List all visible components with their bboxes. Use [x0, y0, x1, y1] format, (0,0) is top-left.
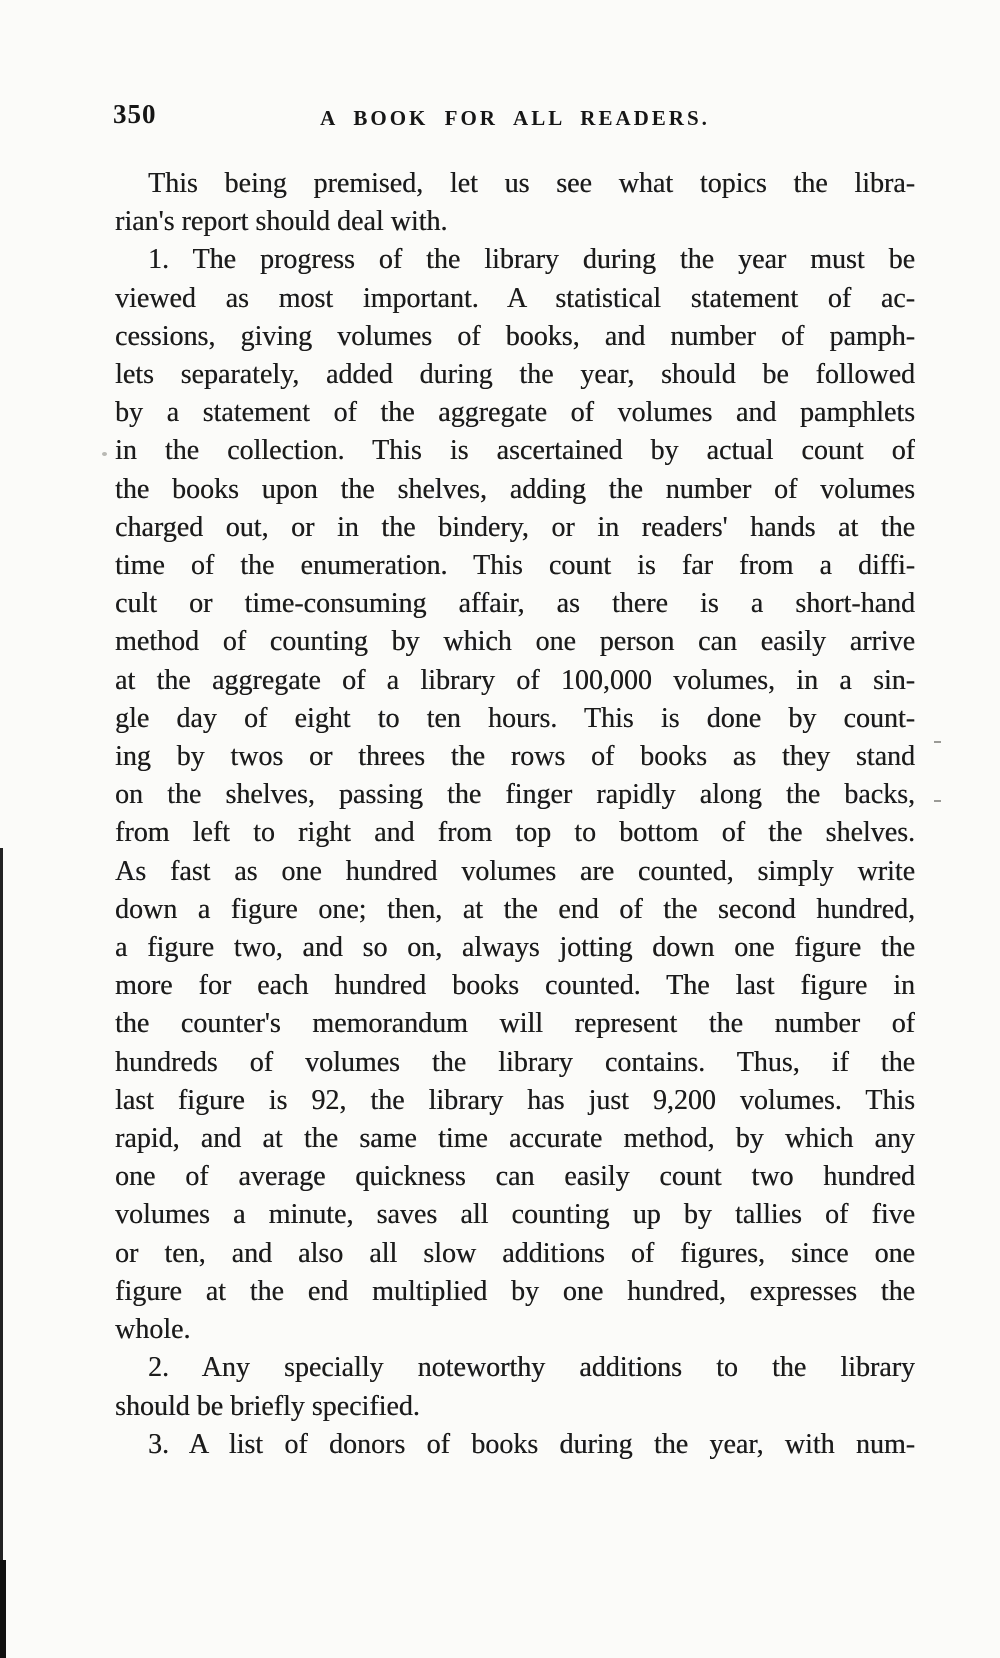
text-line: the books upon the shelves, adding the number of volumes [115, 473, 915, 505]
text-line: down a figure one; then, at the end of the second hundred, [115, 893, 915, 925]
text-line: 1. The progress of the library during the year must be [148, 244, 915, 276]
text-line: one of average quickness can easily count two hundred [115, 1161, 915, 1193]
scan-artifact-margin-tick [934, 741, 941, 743]
text-line: from left to right and from top to bottom of the shelves. [115, 817, 915, 849]
text-line: This being premised, let us see what topics the libra- [148, 168, 915, 199]
scan-artifact-speck [102, 452, 107, 456]
text-line: method of counting by which one person can easily arrive [115, 626, 915, 658]
text-line: As fast as one hundred volumes are counted, simply write [115, 855, 915, 887]
scan-artifact-left-edge [0, 848, 3, 1563]
paragraph [115, 1349, 915, 1425]
text-line: in the collection. This is ascertained by actual count of [115, 435, 915, 467]
running-header: A BOOK FOR ALL READERS. [320, 106, 710, 130]
paragraph [115, 165, 915, 241]
text-line: on the shelves, passing the finger rapidly along the backs, [115, 779, 915, 811]
text-line: cult or time-consuming affair, as there is a short-hand [115, 588, 915, 620]
text-line: last figure is 92, the library has just 9,200 volumes. This [115, 1084, 915, 1116]
text-line: viewed as most important. A statistical statement of ac- [115, 282, 915, 314]
text-line: figure at the end multiplied by one hundred, expresses the [115, 1275, 915, 1307]
text-line: or ten, and also all slow additions of figures, since one [115, 1237, 915, 1269]
text-line: rapid, and at the same time accurate method, by which any [115, 1123, 915, 1155]
text-line: 2. Any specially noteworthy additions to the library [148, 1352, 915, 1384]
text-line: whole. [115, 1314, 191, 1346]
text-line: more for each hundred books counted. The last figure in [115, 970, 915, 1002]
text-line: hundreds of volumes the library contains. Thus, if the [115, 1046, 915, 1078]
text-block [115, 165, 915, 1464]
page-number: 350 [113, 99, 157, 129]
text-line: volumes a minute, saves all counting up by tallies of five [115, 1199, 915, 1231]
text-line: the counter's memorandum will represent the number of [115, 1008, 915, 1040]
text-line: should be briefly specified. [115, 1390, 420, 1422]
text-line: cessions, giving volumes of books, and number of pamph- [115, 320, 915, 352]
paragraph [115, 1426, 915, 1464]
text-line: charged out, or in the bindery, or in readers' hands at the [115, 511, 915, 543]
scan-artifact-margin-tick [934, 800, 941, 802]
paragraph [115, 241, 915, 1349]
text-line: 3. A list of donors of books during the year, with num- [148, 1428, 915, 1460]
text-line: lets separately, added during the year, should be followed [115, 359, 915, 391]
text-line: rian's report should deal with. [115, 206, 448, 238]
text-line: gle day of eight to ten hours. This is done by count- [115, 702, 915, 734]
text-line: by a statement of the aggregate of volumes and pamphlets [115, 397, 915, 429]
scan-artifact-bottom-left [0, 1560, 6, 1658]
text-line: a figure two, and so on, always jotting down one figure the [115, 932, 915, 964]
text-line: ing by twos or threes the rows of books as they stand [115, 741, 915, 773]
text-line: time of the enumeration. This count is far from a diffi- [115, 550, 915, 582]
text-line: at the aggregate of a library of 100,000 volumes, in a sin- [115, 664, 915, 696]
